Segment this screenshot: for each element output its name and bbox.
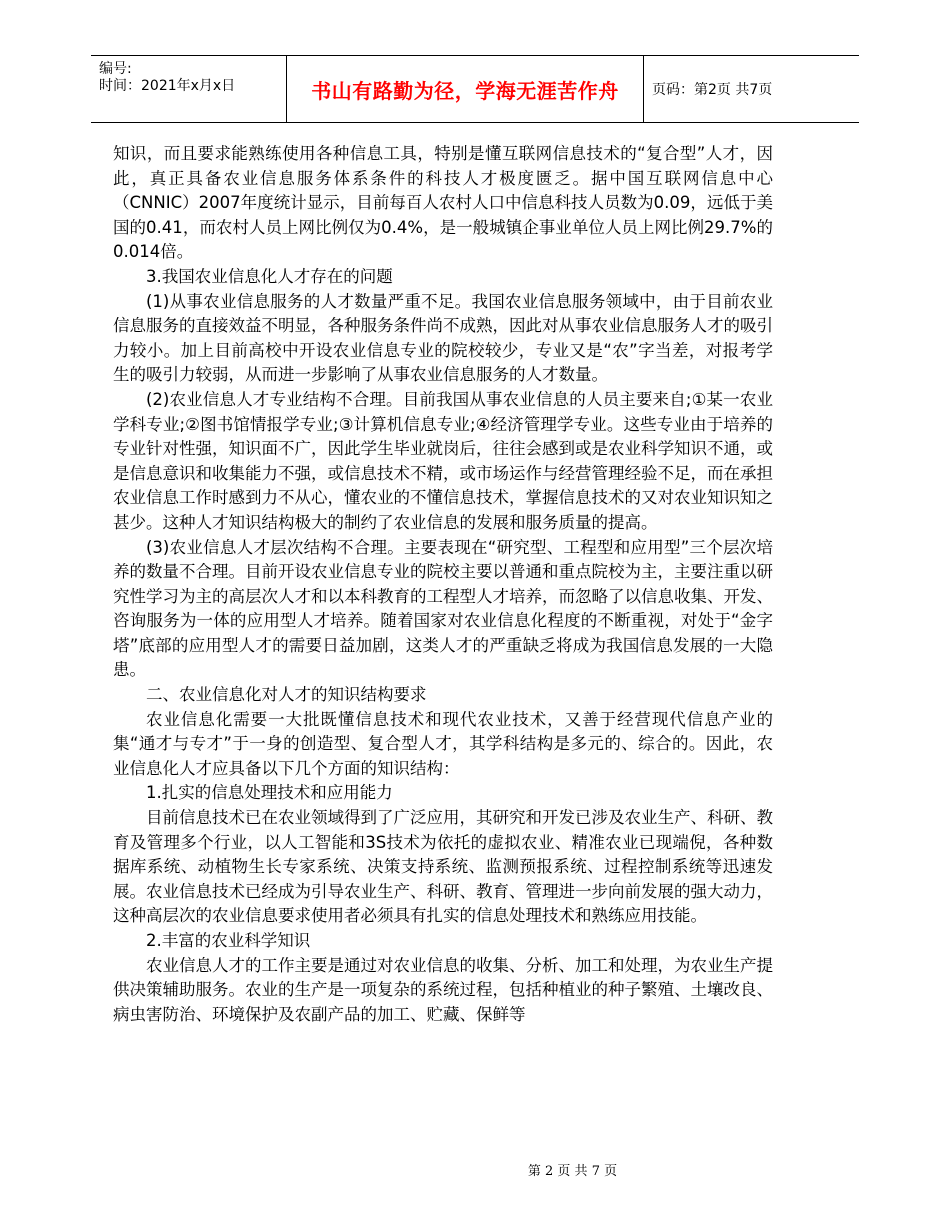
- time-label: 时间：2021年x月x日: [99, 78, 236, 94]
- paragraph-levels: (3)农业信息人才层次结构不合理。主要表现在“研究型、工程型和应用型”三个层次培养的数量不合理。目前开设农业信息专业的院校主要以普通和重点院校为主，主要注重以研究性学习为主的高层次人才和以本科教育的工程型人才培养，而忽略了以信息收集、开发、咨询服务为一体的应用型人才培养。随着国家对农业信息化程度的不断重视，对处于“金字塔”底部的应用型人才的需要日益加剧，这类人才的严重缺乏将成为我国信息发展的一大隐患。: [113, 537, 773, 680]
- paragraph-requirements-intro: 农业信息化需要一大批既懂信息技术和现代农业技术，又善于经营现代信息产业的集“通才与专才”于一身的创造型、复合型人才，其学科结构是多元的、综合的。因此，农业信息化人才应具备以下几个方面的知识结构：: [113, 709, 773, 778]
- paragraph-agri-science: 农业信息人才的工作主要是通过对农业信息的收集、分析、加工和处理，为农业生产提供决策辅助服务。农业的生产是一项复杂的系统过程，包括种植业的种子繁殖、土壤改良、病虫害防治、环境保护及农副产品的加工、贮藏、保鲜等: [113, 955, 773, 1024]
- paragraph-info-tech: 目前信息技术已在农业领域得到了广泛应用，其研究和开发已涉及农业生产、科研、教育及管理多个行业，以人工智能和3S技术为依托的虚拟农业、精准农业已现端倪，各种数据库系统、动植物生长专家系统、决策支持系统、监测预报系统、过程控制系统等迅速发展。农业信息技术已经成为引导农业生产、科研、教育、管理进一步向前发展的强大动力，这种高层次的农业信息要求使用者必须具有扎实的信息处理技术和熟练应用技能。: [113, 808, 773, 926]
- paragraph-structure: (2)农业信息人才专业结构不合理。目前我国从事农业信息的人员主要来自;①某一农业学科专业;②图书馆情报学专业;③计算机信息专业;④经济管理学专业。这些专业由于培养的专业针对性强，知识面不广，因此学生毕业就岗后，往往会感到或是农业科学知识不通，或是信息意识和收集能力不强，或信息技术不精，或市场运作与经营管理经验不足，而在承担农业信息工作时感到力不从心，懂农业的不懂信息技术，掌握信息技术的又对农业知识知之甚少。这种人才知识结构极大的制约了农业信息的发展和服务质量的提高。: [113, 389, 773, 532]
- header-page-info: 页码：第2页 共7页: [652, 82, 773, 98]
- page-header: [91, 55, 859, 123]
- paragraph-quantity: (1)从事农业信息服务的人才数量严重不足。我国农业信息服务领域中，由于目前农业信息服务的直接效益不明显，各种服务条件尚不成熟，因此对从事农业信息服务人才的吸引力较小。加上目前高校中开设农业信息专业的院校较少，专业又是“农”字当差，对报考学生的吸引力较弱，从而进一步影响了从事农业信息服务的人才数量。: [113, 291, 773, 385]
- footer-page-number: 第 2 页 共 7 页: [527, 1164, 618, 1179]
- page-footer: [0, 1160, 950, 1179]
- header-motto: 书山有路勤为径，学海无涯苦作舟: [286, 56, 644, 122]
- subheading-agri-science: 2.丰富的农业科学知识: [146, 931, 311, 950]
- section-heading-requirements: 二、农业信息化对人才的知识结构要求: [146, 685, 427, 705]
- header-meta: [91, 56, 286, 122]
- document-body: [113, 142, 773, 1027]
- paragraph-continued: 知识，而且要求能熟练使用各种信息工具，特别是懂互联网信息技术的“复合型”人才，因此，真正具备农业信息服务体系条件的科技人才极度匮乏。据中国互联网信息中心（CNNIC）2007年度统计显示，目前每百人农村人口中信息科技人员数为0.09，远低于美国的0.41，而农村人员上网比例仅为0.4%，是一般城镇企事业单位人员上网比例29.7%的0.014倍。: [113, 144, 773, 262]
- subheading-info-tech: 1.扎实的信息处理技术和应用能力: [146, 783, 393, 803]
- number-label: 编号:: [99, 61, 132, 77]
- section-heading-problems: 3.我国农业信息化人才存在的问题: [146, 266, 393, 286]
